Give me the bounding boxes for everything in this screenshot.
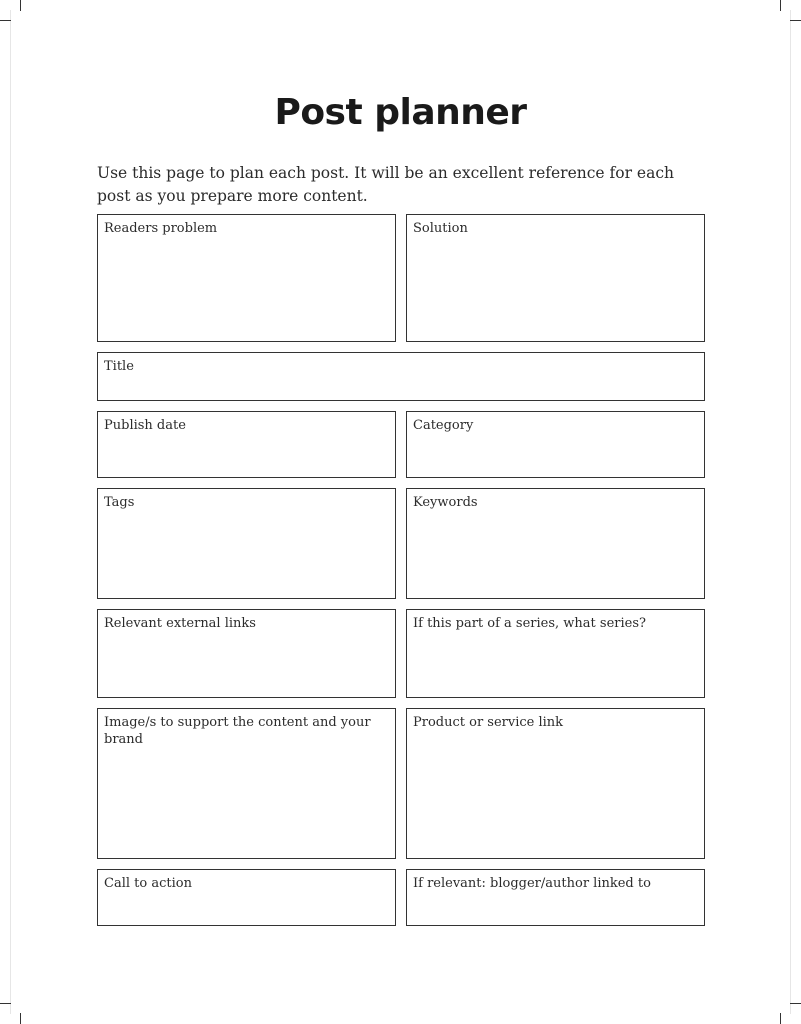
external-links-label: Relevant external links	[104, 616, 256, 631]
call-to-action-label: Call to action	[104, 876, 192, 891]
keywords-label: Keywords	[413, 495, 478, 510]
series-field[interactable]	[406, 609, 705, 698]
crop-mark	[20, 0, 21, 11]
title-field[interactable]	[97, 352, 705, 401]
crop-mark	[0, 20, 11, 21]
images-field[interactable]	[97, 708, 396, 859]
crop-mark	[0, 1003, 11, 1004]
readers-problem-label: Readers problem	[104, 221, 218, 236]
publish-date-label: Publish date	[104, 418, 186, 433]
readers-problem-field[interactable]	[97, 214, 396, 342]
category-label: Category	[413, 418, 474, 433]
crop-mark	[790, 20, 801, 21]
intro-text: Use this page to plan each post. It will be an excellent reference for each post as you prepare more content.	[97, 164, 674, 205]
solution-field[interactable]	[406, 214, 705, 342]
series-label: If this part of a series, what series?	[413, 616, 646, 631]
tags-field[interactable]	[97, 488, 396, 599]
blogger-author-label: If relevant: blogger/author linked to	[413, 876, 651, 891]
product-link-label: Product or service link	[413, 715, 564, 730]
category-field[interactable]	[406, 411, 705, 478]
title-label: Title	[104, 359, 134, 374]
external-links-field[interactable]	[97, 609, 396, 698]
crop-mark	[790, 1003, 801, 1004]
blogger-author-field[interactable]	[406, 869, 705, 926]
publish-date-field[interactable]	[97, 411, 396, 478]
tags-label: Tags	[104, 495, 135, 510]
crop-mark	[780, 1013, 781, 1024]
page-title: Post planner	[274, 92, 527, 133]
keywords-field[interactable]	[406, 488, 705, 599]
product-link-field[interactable]	[406, 708, 705, 859]
crop-mark	[20, 1013, 21, 1024]
solution-label: Solution	[413, 221, 468, 236]
images-label: Image/s to support the content and your brand	[104, 715, 371, 747]
crop-mark	[780, 0, 781, 11]
call-to-action-field[interactable]	[97, 869, 396, 926]
